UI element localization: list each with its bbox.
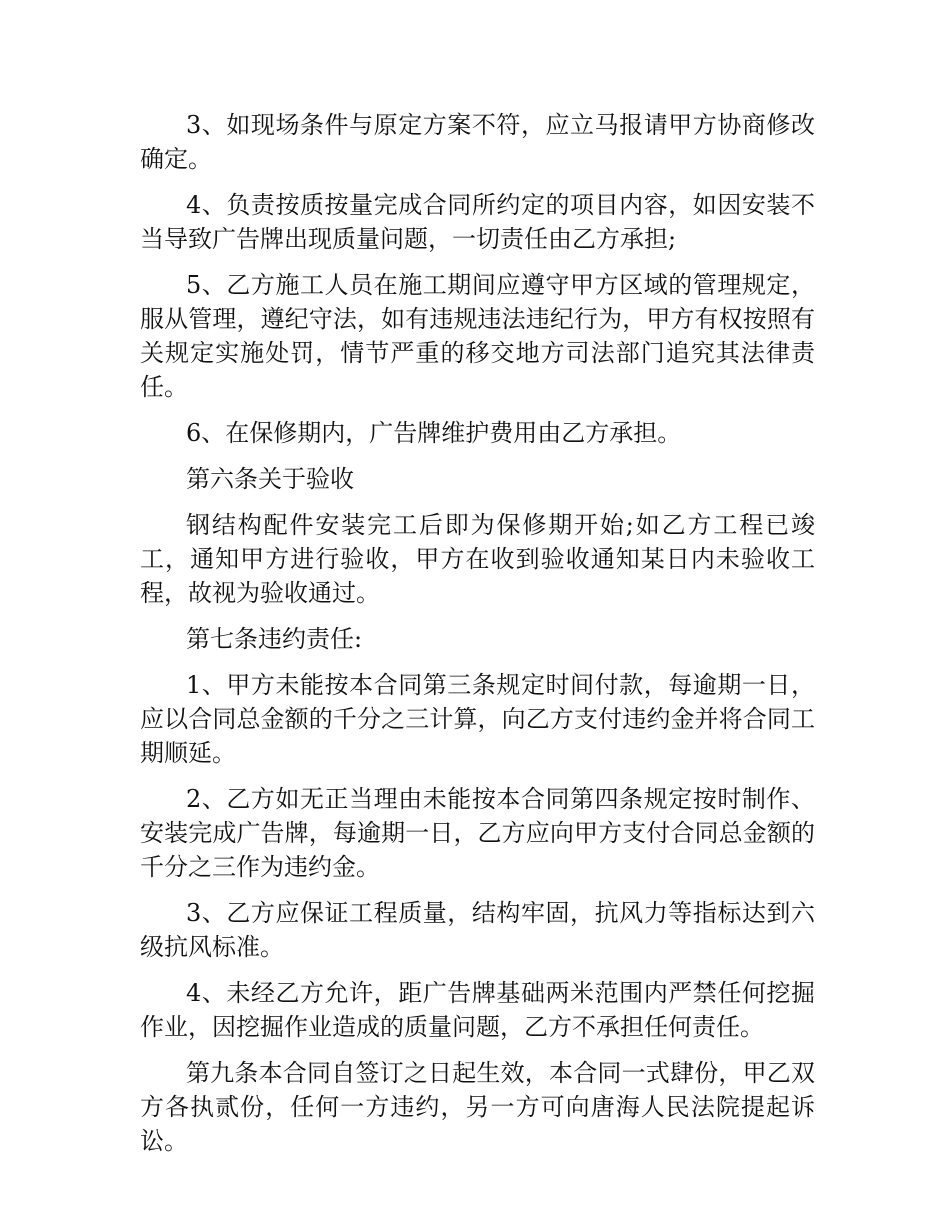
breach-1-paragraph: 1、甲方未能按本合同第三条规定时间付款，每逾期一日，应以合同总金额的千分之三计算，向乙方支付违约金并将合同工期顺延。	[140, 671, 815, 767]
clause-3-paragraph: 3、如现场条件与原定方案不符，应立马报请甲方协商修改确定。	[140, 111, 815, 173]
article-9-paragraph: 第九条本合同自签订之日起生效，本合同一式肆份，甲乙双方各执贰份，任何一方违约，另一方可向唐海人民法院提起诉讼。	[140, 1059, 815, 1155]
document-page	[140, 108, 815, 1170]
clause-6-paragraph: 6、在保修期内，广告牌维护费用由乙方承担。	[186, 419, 682, 447]
breach-2-paragraph: 2、乙方如无正当理由未能按本合同第四条规定按时制作、安装完成广告牌，每逾期一日，乙方应向甲方支付合同总金额的千分之三作为违约金。	[140, 785, 815, 881]
breach-3-paragraph: 3、乙方应保证工程质量，结构牢固，抗风力等指标达到六级抗风标准。	[140, 899, 815, 961]
acceptance-paragraph: 钢结构配件安装完工后即为保修期开始;如乙方工程已竣工，通知甲方进行验收，甲方在收到验收通知某日内未验收工程，故视为验收通过。	[140, 511, 815, 607]
clause-5-paragraph: 5、乙方施工人员在施工期间应遵守甲方区域的管理规定，服从管理，遵纪守法，如有违规违法违纪行为，甲方有权按照有关规定实施处罚，情节严重的移交地方司法部门追究其法律责任。	[140, 271, 815, 401]
article-6-heading: 第六条关于验收	[186, 465, 354, 493]
article-7-heading: 第七条违约责任:	[186, 625, 363, 653]
clause-4-paragraph: 4、负责按质按量完成合同所约定的项目内容，如因安装不当导致广告牌出现质量问题，一切责任由乙方承担;	[140, 191, 815, 253]
breach-4-paragraph: 4、未经乙方允许，距广告牌基础两米范围内严禁任何挖掘作业，因挖掘作业造成的质量问题，乙方不承担任何责任。	[140, 979, 815, 1041]
